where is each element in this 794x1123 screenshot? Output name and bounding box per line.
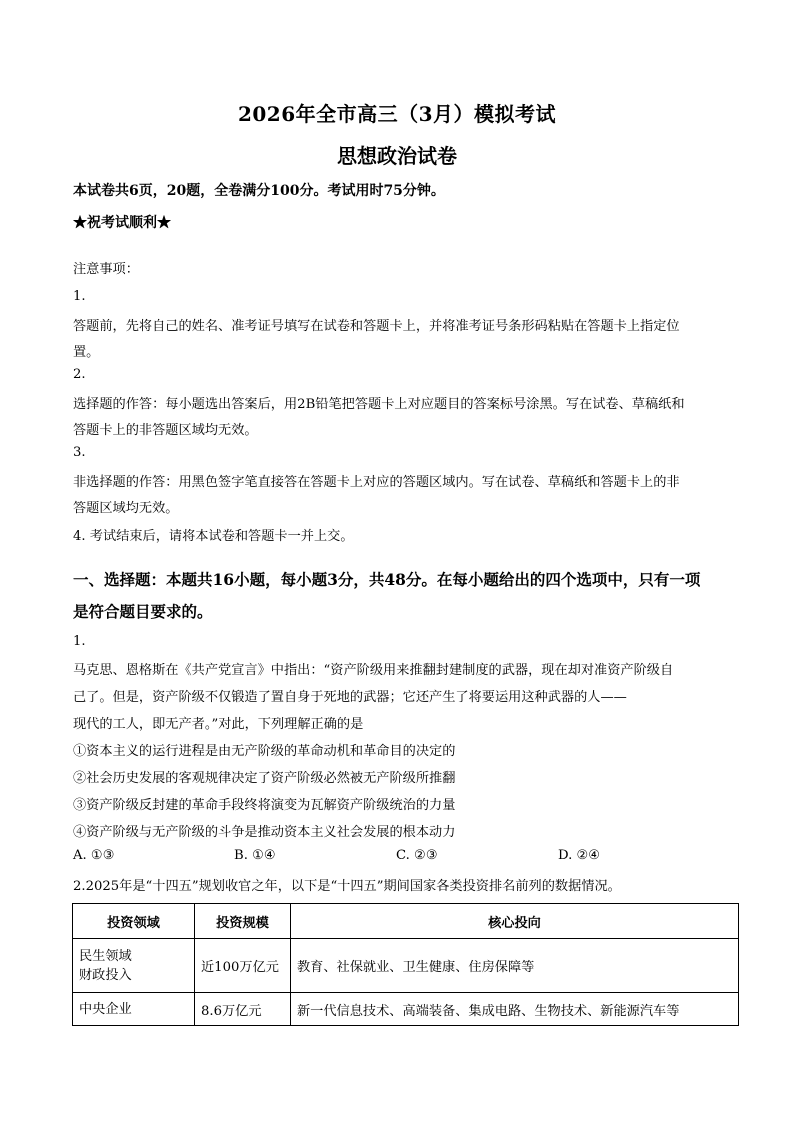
note-4-text: 4. 考试结束后，请将本试卷和答题卡一并上交。 (73, 529, 354, 544)
question-1-stem-cont: 己了。但是，资产阶级不仅锻造了置自身于死地的武器；它还产生了将要运用这种武器的人—— (73, 690, 627, 705)
cell-focus: 新一代信息技术、高端装备、集成电路、生物技术、新能源汽车等 (291, 993, 739, 1026)
question-1-stem: 马克思、恩格斯在《共产党宣言》中指出：“资产阶级用来推翻封建制度的武器，现在却对准资产阶级自 (73, 663, 674, 678)
note-3-text: 非选择题的作答：用黑色签字笔直接答在答题卡上对应的答题区域内。写在试卷、草稿纸和答题卡上的非 (73, 475, 680, 490)
option-c: C. ②③ (396, 848, 438, 863)
statement-2: ②社会历史发展的客观规律决定了资产阶级必然被无产阶级所推翻 (73, 771, 456, 786)
field-line-1: 民生领域 (79, 948, 132, 964)
blessing: ★祝考试顺利★ (73, 215, 171, 231)
note-2-text-cont: 答题卡上的非答题区域均无效。 (73, 423, 258, 438)
note-3-text-cont: 答题区域均无效。 (73, 501, 179, 516)
header-scale: 投资规模 (195, 904, 291, 939)
cell-scale: 8.6万亿元 (195, 993, 291, 1026)
table-row (73, 939, 739, 993)
question-2-stem: 2.2025年是“十四五”规划收官之年，以下是“十四五”期间国家各类投资排名前列的数据情况。 (73, 879, 621, 894)
cell-focus: 教育、社保就业、卫生健康、住房保障等 (291, 939, 739, 993)
header-focus: 核心投向 (291, 904, 739, 939)
subject-title: 思想政治试卷 (337, 144, 457, 168)
note-3-number: 3. (73, 445, 86, 460)
cell-field: 中央企业 (73, 993, 195, 1026)
note-1-number: 1. (73, 289, 86, 304)
note-2-number: 2. (73, 367, 86, 382)
note-1-text-cont: 置。 (73, 345, 100, 360)
table-row (73, 993, 739, 1026)
investment-table (72, 903, 739, 1026)
question-1-number: 1. (73, 634, 86, 649)
section-heading-cont: 是符合题目要求的。 (73, 602, 213, 621)
option-b: B. ①④ (234, 848, 276, 863)
notes-heading: 注意事项： (73, 262, 139, 277)
table-header-row (73, 904, 739, 939)
cell-scale: 近100万亿元 (195, 939, 291, 993)
cell-field (73, 939, 195, 993)
section-heading: 一、选择题：本题共16小题，每小题3分，共48分。在每小题给出的四个选项中，只有一项 (73, 570, 701, 589)
field-line-2: 财政投入 (79, 967, 132, 983)
note-1-text: 答题前，先将自己的姓名、准考证号填写在试卷和答题卡上，并将准考证号条形码粘贴在答题卡上指定位 (73, 319, 680, 334)
statement-1: ①资本主义的运行进程是由无产阶级的革命动机和革命目的决定的 (73, 744, 456, 759)
statement-4: ④资产阶级与无产阶级的斗争是推动资本主义社会发展的根本动力 (73, 825, 456, 840)
question-1-stem-end: 现代的工人，即无产者。”对此，下列理解正确的是 (73, 717, 364, 732)
exam-info: 本试卷共6页，20题，全卷满分100分。考试用时75分钟。 (73, 183, 445, 199)
note-2-text: 选择题的作答：每小题选出答案后，用2B铅笔把答题卡上对应题目的答案标号涂黑。写在试卷、草稿纸和 (73, 397, 685, 412)
statement-3: ③资产阶级反封建的革命手段终将演变为瓦解资产阶级统治的力量 (73, 798, 456, 813)
exam-title: 2026年全市高三（3月）模拟考试 (237, 102, 557, 126)
header-field: 投资领域 (73, 904, 195, 939)
option-d: D. ②④ (558, 848, 601, 863)
option-a: A. ①③ (73, 848, 115, 863)
